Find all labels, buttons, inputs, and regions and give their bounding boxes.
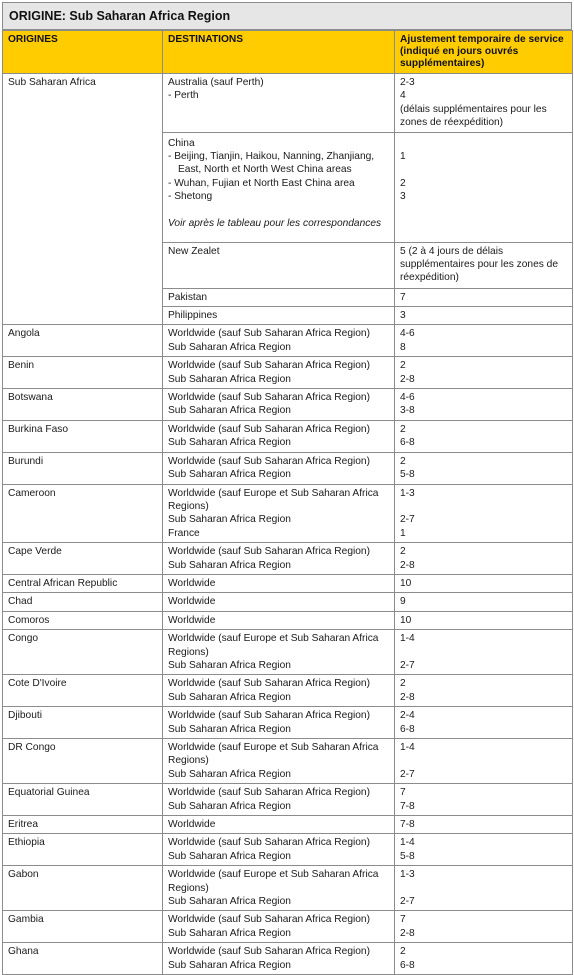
adjustment-cell	[395, 943, 573, 975]
origin-cell	[3, 574, 163, 592]
adjustment-value: 6-8	[400, 723, 415, 735]
destination-cell	[163, 242, 395, 288]
destination-cell	[163, 630, 395, 675]
table-row	[3, 943, 573, 975]
origin-name: Angola	[8, 328, 40, 340]
origin-cell	[3, 707, 163, 739]
adjustment-value: 7-8	[400, 819, 415, 831]
origin-cell	[3, 389, 163, 421]
table-header-row	[3, 31, 573, 74]
adjustment-value: 4-6	[400, 328, 415, 340]
adjustment-cell	[395, 611, 573, 629]
destination-line: Sub Saharan Africa Region	[168, 927, 291, 939]
adjustment-value: 5-8	[400, 850, 415, 862]
table-row	[3, 816, 573, 834]
origin-cell	[3, 593, 163, 611]
adjustment-value: 1-3	[400, 487, 415, 499]
adjustment-cell	[395, 593, 573, 611]
destination-line: Worldwide (sauf Sub Saharan Africa Region)	[168, 837, 370, 849]
table-row	[3, 484, 573, 543]
destination-line: Sub Saharan Africa Region	[168, 959, 291, 971]
adjustment-value: 5 (2 à 4 jours de délais supplémentaires pour les zones de réexpédition)	[400, 245, 559, 284]
destination-line: Philippines	[168, 310, 218, 322]
origin-name: Chad	[8, 596, 33, 608]
destination-line: Worldwide (sauf Sub Saharan Africa Region)	[168, 423, 370, 435]
origin-name: Ghana	[8, 946, 39, 958]
origin-name: Central African Republic	[8, 577, 118, 589]
origin-name: Djibouti	[8, 710, 42, 722]
destination-line: Sub Saharan Africa Region	[168, 691, 291, 703]
destination-cell	[163, 784, 395, 816]
adjustment-cell	[395, 389, 573, 421]
table-row	[3, 739, 573, 784]
destination-line: Sub Saharan Africa Region	[168, 373, 291, 385]
adjustment-cell	[395, 866, 573, 911]
table-row	[3, 707, 573, 739]
adjustment-value: 1-4	[400, 837, 415, 849]
adjustment-value: 7	[400, 914, 406, 926]
destination-cell	[163, 611, 395, 629]
adjustment-value: 6-8	[400, 437, 415, 449]
adjustment-value: 3	[400, 310, 406, 322]
destination-cell	[163, 675, 395, 707]
table-row	[3, 325, 573, 357]
destination-line: Worldwide (sauf Sub Saharan Africa Region)	[168, 678, 370, 690]
table-row	[3, 784, 573, 816]
destination-cell	[163, 943, 395, 975]
header-origines: ORIGINES	[3, 31, 163, 74]
origin-cell	[3, 484, 163, 543]
destination-line: Sub Saharan Africa Region	[168, 659, 291, 671]
destination-line: Worldwide	[168, 577, 216, 589]
table-row	[3, 611, 573, 629]
origin-name: Botswana	[8, 392, 53, 404]
table-row	[3, 834, 573, 866]
table-row	[3, 574, 573, 592]
table-row	[3, 389, 573, 421]
origin-cell	[3, 816, 163, 834]
destination-line: Sub Saharan Africa Region	[168, 341, 291, 353]
table-row	[3, 452, 573, 484]
origin-name: Burundi	[8, 455, 44, 467]
origin-cell	[3, 74, 163, 325]
table-row	[3, 357, 573, 389]
destination-cell	[163, 484, 395, 543]
adjustment-cell	[395, 739, 573, 784]
origin-cell	[3, 784, 163, 816]
origin-name: Equatorial Guinea	[8, 787, 90, 799]
destination-line: Sub Saharan Africa Region	[168, 768, 291, 780]
destination-line: Worldwide (sauf Sub Saharan Africa Region)	[168, 328, 370, 340]
destination-line: Pakistan	[168, 291, 208, 303]
adjustment-cell	[395, 242, 573, 288]
adjustment-value: 2-7	[400, 659, 415, 671]
adjustment-cell	[395, 357, 573, 389]
destination-line: Australia (sauf Perth)	[168, 77, 264, 88]
destination-cell	[163, 593, 395, 611]
adjustment-note: (délais supplémentaires pour les zones de réexpédition)	[400, 103, 547, 129]
adjustment-cell	[395, 288, 573, 306]
origin-cell	[3, 943, 163, 975]
origin-name: Comoros	[8, 614, 50, 626]
destination-cell	[163, 866, 395, 911]
origin-name: DR Congo	[8, 742, 56, 753]
origin-cell	[3, 911, 163, 943]
adjustment-value: 2-7	[400, 514, 415, 526]
adjustment-cell	[395, 834, 573, 866]
adjustment-cell	[395, 74, 573, 133]
adjustment-value: 2-8	[400, 559, 415, 571]
origin-cell	[3, 675, 163, 707]
destination-cell	[163, 357, 395, 389]
adjustment-value: 7-8	[400, 800, 415, 812]
adjustment-cell	[395, 574, 573, 592]
origin-name: Burkina Faso	[8, 423, 69, 435]
destination-line: France	[168, 527, 200, 539]
origin-name: Cameroon	[8, 487, 56, 499]
header-destinations: DESTINATIONS	[163, 31, 395, 74]
origin-name: Cape Verde	[8, 546, 62, 558]
destination-line: Sub Saharan Africa Region	[168, 800, 291, 812]
china-note: Voir après le tableau pour les correspondances	[168, 217, 382, 229]
origin-name: Sub Saharan Africa	[8, 77, 96, 88]
destination-line: Worldwide (sauf Sub Saharan Africa Region)	[168, 392, 370, 404]
adjustment-cell	[395, 816, 573, 834]
adjustment-value: 2	[400, 455, 406, 467]
destination-line: Worldwide (sauf Europe et Sub Saharan Africa Regions)	[168, 633, 379, 658]
adjustment-value: 2	[400, 678, 406, 690]
destination-line: - Shetong	[168, 191, 213, 203]
destination-cell	[163, 389, 395, 421]
destination-cell	[163, 132, 395, 242]
adjustment-value: 2	[400, 423, 406, 435]
destination-cell	[163, 325, 395, 357]
destination-cell	[163, 834, 395, 866]
table-row	[3, 675, 573, 707]
destination-cell	[163, 452, 395, 484]
destination-line: Worldwide (sauf Europe et Sub Saharan Africa Regions)	[168, 487, 379, 512]
destination-line: Worldwide (sauf Sub Saharan Africa Region)	[168, 455, 370, 467]
adjustment-value: 9	[400, 596, 406, 608]
adjustment-cell	[395, 784, 573, 816]
destination-line: East, North et North West China areas	[178, 164, 352, 176]
adjustment-value: 5-8	[400, 469, 415, 481]
destination-cell	[163, 74, 395, 133]
destination-line: Sub Saharan Africa Region	[168, 405, 291, 417]
destination-cell	[163, 911, 395, 943]
origin-cell	[3, 452, 163, 484]
destination-line: Worldwide (sauf Sub Saharan Africa Region)	[168, 946, 370, 958]
header-ajustement: Ajustement temporaire de service (indiqué en jours ouvrés supplémentaires)	[395, 31, 573, 74]
table-row	[3, 420, 573, 452]
destination-line: Sub Saharan Africa Region	[168, 514, 291, 526]
origin-cell	[3, 325, 163, 357]
destination-line: Worldwide (sauf Europe et Sub Saharan Africa Regions)	[168, 869, 379, 894]
destination-line: Sub Saharan Africa Region	[168, 559, 291, 571]
adjustment-value: 2-8	[400, 691, 415, 703]
adjustment-value: 3-8	[400, 405, 415, 417]
service-adjustment-table	[2, 30, 573, 975]
adjustment-value: 1	[400, 151, 406, 163]
origin-name: Gabon	[8, 869, 39, 881]
origin-cell	[3, 420, 163, 452]
origin-cell	[3, 630, 163, 675]
adjustment-value: 1-4	[400, 633, 415, 645]
adjustment-cell	[395, 630, 573, 675]
destination-line: Worldwide (sauf Sub Saharan Africa Region)	[168, 710, 370, 722]
origin-cell	[3, 866, 163, 911]
adjustment-value: 8	[400, 341, 406, 353]
adjustment-cell	[395, 911, 573, 943]
destination-line: - Beijing, Tianjin, Haikou, Nanning, Zhanjiang,	[168, 151, 375, 163]
destination-line: Sub Saharan Africa Region	[168, 723, 291, 735]
destination-line: Worldwide (sauf Sub Saharan Africa Region)	[168, 787, 370, 799]
destination-line: Sub Saharan Africa Region	[168, 896, 291, 908]
adjustment-value: 2	[400, 177, 406, 189]
destination-cell	[163, 307, 395, 325]
adjustment-value: 1-4	[400, 742, 415, 753]
table-row	[3, 866, 573, 911]
destination-line: Worldwide (sauf Europe et Sub Saharan Africa Regions)	[168, 742, 379, 767]
origin-name: Eritrea	[8, 819, 39, 831]
origin-cell	[3, 543, 163, 575]
destination-cell	[163, 288, 395, 306]
destination-line: Worldwide	[168, 819, 216, 831]
origin-name: Congo	[8, 633, 39, 645]
adjustment-cell	[395, 675, 573, 707]
adjustment-value: 2-4	[400, 710, 415, 722]
adjustment-value: 4	[400, 90, 406, 102]
destination-cell	[163, 707, 395, 739]
destination-line: Sub Saharan Africa Region	[168, 437, 291, 449]
service-adjustment-document	[2, 2, 572, 975]
destination-line: Worldwide (sauf Sub Saharan Africa Region)	[168, 546, 370, 558]
adjustment-value: 2-8	[400, 373, 415, 385]
destination-cell	[163, 574, 395, 592]
adjustment-value: 6-8	[400, 959, 415, 971]
destination-line: Sub Saharan Africa Region	[168, 469, 291, 481]
adjustment-value: 2-7	[400, 896, 415, 908]
origin-title-bar: ORIGINE: Sub Saharan Africa Region	[2, 2, 572, 30]
origin-name: Gambia	[8, 914, 44, 926]
origin-cell	[3, 357, 163, 389]
destination-line: - Wuhan, Fujian et North East China area	[168, 177, 355, 189]
destination-cell	[163, 543, 395, 575]
adjustment-value: 2	[400, 946, 406, 958]
adjustment-cell	[395, 132, 573, 242]
table-row	[3, 74, 573, 133]
adjustment-cell	[395, 325, 573, 357]
destination-line: - Perth	[168, 90, 199, 102]
adjustment-value: 3	[400, 191, 406, 203]
adjustment-value: 10	[400, 577, 412, 589]
destination-cell	[163, 739, 395, 784]
adjustment-value: 7	[400, 787, 406, 799]
origin-cell	[3, 611, 163, 629]
adjustment-cell	[395, 707, 573, 739]
table-row	[3, 630, 573, 675]
destination-line: Sub Saharan Africa Region	[168, 850, 291, 862]
adjustment-value: 10	[400, 614, 412, 626]
adjustment-value: 2-3	[400, 77, 415, 88]
adjustment-value: 2	[400, 546, 406, 558]
adjustment-value: 2-8	[400, 927, 415, 939]
destination-line: China	[168, 137, 195, 149]
origin-name: Benin	[8, 360, 35, 372]
destination-line: Worldwide	[168, 614, 216, 626]
adjustment-cell	[395, 484, 573, 543]
destination-line: Worldwide (sauf Sub Saharan Africa Region)	[168, 360, 370, 372]
destination-line: New Zealet	[168, 245, 220, 257]
origin-name: Ethiopia	[8, 837, 45, 849]
table-row	[3, 911, 573, 943]
destination-line: Worldwide	[168, 596, 216, 608]
adjustment-value: 4-6	[400, 392, 415, 404]
destination-cell	[163, 816, 395, 834]
adjustment-value: 7	[400, 291, 406, 303]
adjustment-cell	[395, 452, 573, 484]
table-row	[3, 543, 573, 575]
origin-cell	[3, 739, 163, 784]
destination-line: Worldwide (sauf Sub Saharan Africa Region)	[168, 914, 370, 926]
adjustment-value: 2-7	[400, 768, 415, 780]
adjustment-cell	[395, 543, 573, 575]
adjustment-cell	[395, 307, 573, 325]
table-row	[3, 593, 573, 611]
adjustment-value: 2	[400, 360, 406, 372]
origin-name: Cote D'Ivoire	[8, 678, 67, 690]
adjustment-value: 1	[400, 527, 406, 539]
origin-cell	[3, 834, 163, 866]
adjustment-value: 1-3	[400, 869, 415, 881]
adjustment-cell	[395, 420, 573, 452]
destination-cell	[163, 420, 395, 452]
